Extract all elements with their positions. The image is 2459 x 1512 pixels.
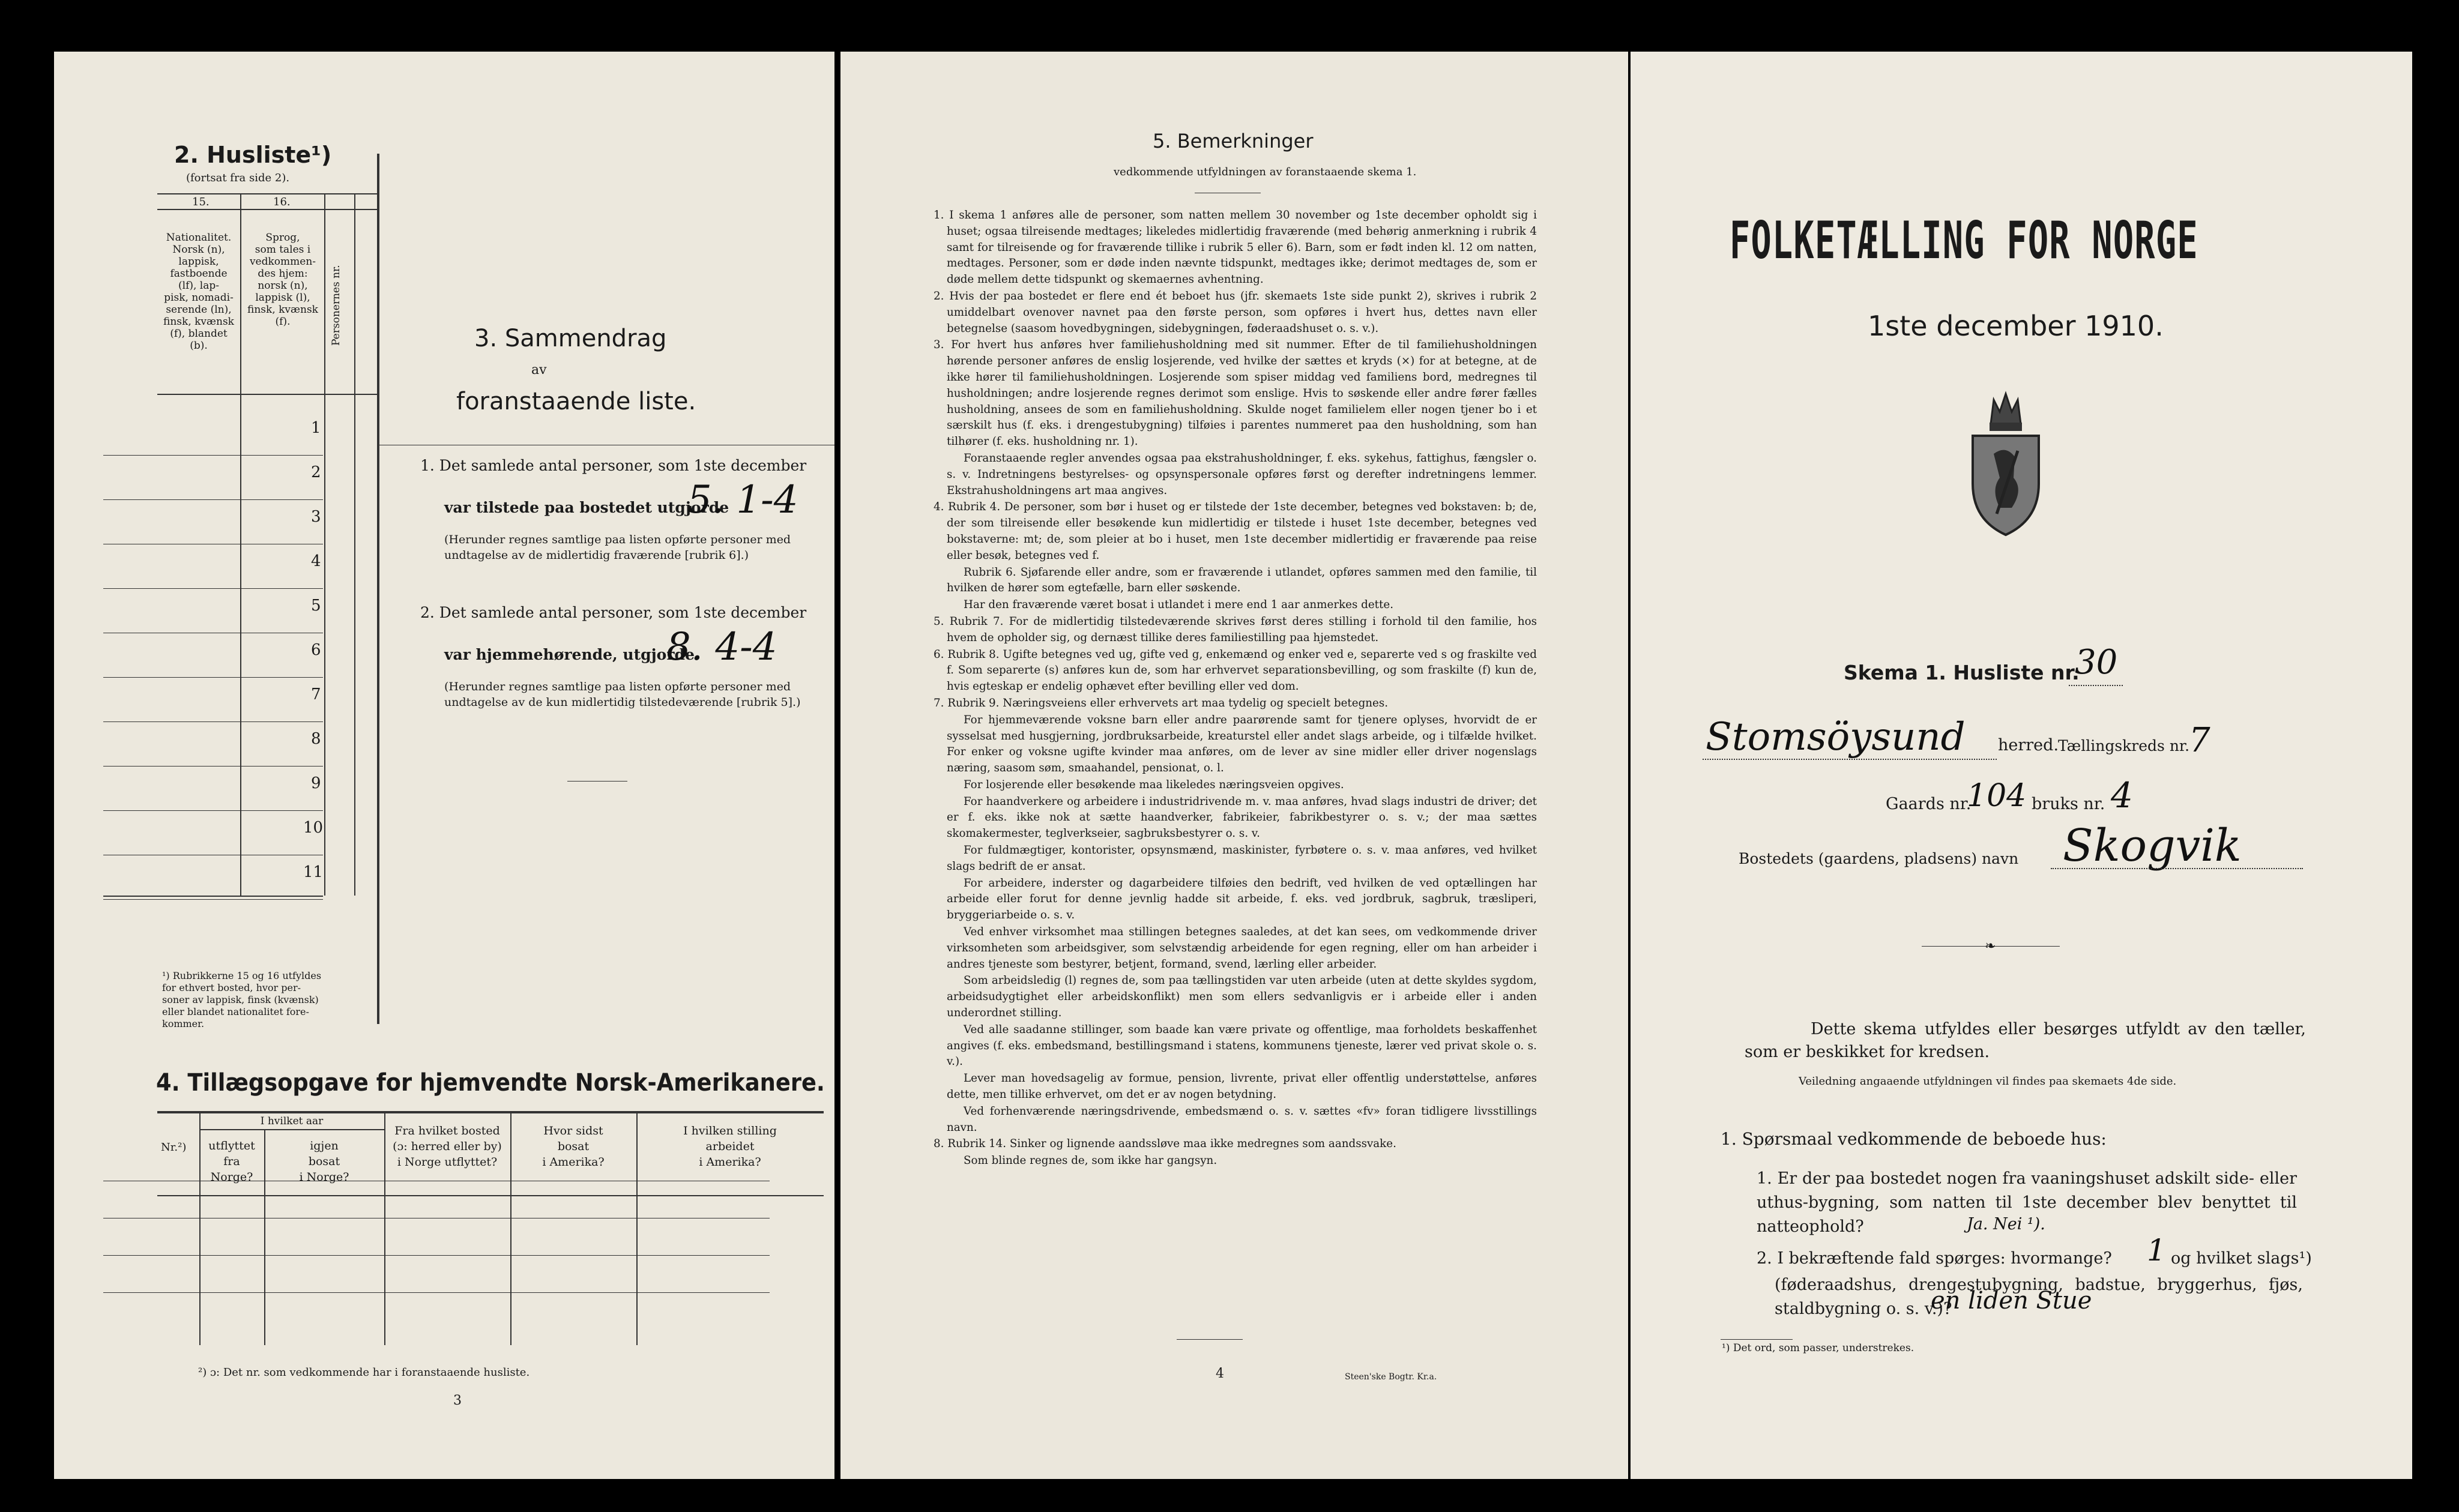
husliste-row-number: 3 — [311, 508, 321, 526]
remark-paragraph: 1. I skema 1 anføres alle de personer, som natten mellem 30 november og 1ste december opholdt sig i huset; ogsaa tilreisende medtages; likeledes midlertidig fraværende (med behørig anmerkning i rubrik 4 samt for tilreisende og for fraværende tillike i rubrik 5 eller 6). Barn, som er født inden kl. 12 om natten, medtages. Personer, som er døde inden nævnte tidspunkt, medtages ikke; derimot medtages de, som er døde mellem dette tidspunkt og skemaernes avhentning. — [934, 209, 1537, 286]
bosted-label: Bostedets (gaardens, pladsens) navn — [1739, 850, 2019, 867]
sec2-title: 2. Husliste¹) — [174, 142, 332, 168]
husliste-row-line — [103, 721, 323, 722]
herred-handwritten: Stomsöysund — [1706, 715, 1966, 759]
item1-line-a: 1. Det samlede antal personer, som 1ste december — [420, 457, 807, 474]
page-number-3: 3 — [453, 1393, 462, 1408]
remark-paragraph: Rubrik 6. Sjøfarende eller andre, som er fraværende i utlandet, opføres sammen med den familie, til hvilken de hører som egtefælle, barn eller søskende. — [947, 565, 1537, 595]
col15-header: Nationalitet. Norsk (n), lappisk, fastboende (lf), lap- pisk, nomadi- serende (ln), finsk, kvænsk (f), blandet (b). — [163, 232, 234, 352]
question-2-a: 2. I bekræftende fald spørges: hvormange? — [1757, 1249, 2112, 1268]
remark-paragraph: 4. Rubrik 4. De personer, som bør i huset og er tilstede der 1ste december, betegnes ved bokstaven: b; de, der som tilreisende eller besøkende kun midlertidig er tilstede i huset 1ste december, betegnes ved bokstaverne: mt; de, som pleier at bo i huset, men 1ste december midlertidig er fraværende paa reise eller besøk, betegnes ved f. — [934, 501, 1537, 562]
husliste-row-number: 11 — [303, 863, 324, 881]
question-1-answer: Ja. Nei ¹). — [1967, 1215, 2045, 1233]
remark-paragraph: Ved alle saadanne stillinger, som baade kan være private og offentlige, maa forholdets beskaffenhet angives (f. eks. embedsmand, bestillingsmand i statens, kommunens tjeneste, lærer ved privat skole o. s. v.). — [947, 1023, 1537, 1068]
husliste-row-number: 10 — [303, 819, 324, 837]
remark-paragraph: For haandverkere og arbeidere i industridrivende m. v. maa anføres, hvad slags industri de driver; det er f. eks. ikke nok at sætte haandverker, fabrikeier, fabrikbestyrer o. s. v.; der maa sættes skomakermester, teglverkseier, sagbruksbestyrer o. s. v. — [947, 795, 1537, 840]
census-date: 1ste december 1910. — [1868, 310, 2164, 342]
remark-paragraph: Ved enhver virksomhet maa stillingen betegnes saaledes, at det kan sees, om vedkommende driver virksomheten som arbeidsgiver, som selvstændig arbeidende for egen regning, eller om han arbeider i andres tjeneste som bestyrer, betjent, formand, svend, lærling eller arbeider. — [947, 926, 1537, 971]
husliste-row-line — [103, 588, 323, 589]
question-heading: 1. Spørsmaal vedkommende de beboede hus: — [1721, 1129, 2107, 1149]
husliste-row-line — [103, 499, 323, 500]
sec4-col-emigrated: utflyttet fra Norge? — [208, 1139, 255, 1184]
col15-number: 15. — [192, 196, 210, 208]
remarks-body — [934, 208, 1537, 1170]
remarks-subtitle: vedkommende utfyldningen av foranstaaende skema 1. — [1114, 166, 1417, 178]
gaards-handwritten: 104 — [1967, 778, 2027, 814]
remark-paragraph: 2. Hvis der paa bostedet er flere end ét beboet hus (jfr. skemaets 1ste side punkt 2), skrives i rubrik 2 umiddelbart ovenover navnet paa den første person, som opføres i hvert hus, dettes navn eller betegnelse (saasom hovedbygningen, sidebygningen, føderaadshuset o. s. v.). — [934, 289, 1537, 335]
intro-subtext: Veiledning angaaende utfyldningen vil findes paa skemaets 4de side. — [1799, 1075, 2177, 1088]
footnote-2: ²) ɔ: Det nr. som vedkommende har i foranstaaende husliste. — [198, 1366, 530, 1379]
item2-line-a: 2. Det samlede antal personer, som 1ste december — [420, 604, 807, 621]
husliste-row-line — [103, 455, 323, 456]
remark-paragraph: 3. For hvert hus anføres hver familiehusholdning med sit nummer. Efter de til familiehusholdningen hørende personer anføres de enslig losjerende, ved hvilke der sættes et kryds (×) for at betegne, at de ikke hører til familiehusholdningen. Losjerende som spiser middag ved familiens bord, medregnes til husholdningen; andre losjerende regnes derimot som enslige. Hvis to søskende eller andre fører fælles husholdning, ansees de som en familiehusholdning. Skulde noget familielem eller nogen tjener bo i et særskilt hus (f. eks. i drengestubygning) tilføies i parentes nummeret paa den husholdning, som han tilhører (f. eks. husholdning nr. 1). — [934, 339, 1537, 448]
item2-handwritten-value: 8. 4-4 — [666, 625, 777, 669]
husliste-number-handwritten: 30 — [2075, 643, 2118, 682]
remark-paragraph: 5. Rubrik 7. For de midlertidig tilstedeværende skrives først deres stilling i forhold til den familie, hos hvem de opholder sig, og dernæst tillike deres familiestilling paa hjemstedet. — [934, 615, 1537, 644]
sec3-title: 3. Sammendrag — [474, 325, 667, 352]
husliste-row-line — [103, 899, 323, 900]
remark-paragraph: For hjemmeværende voksne barn eller andre paarørende samt for tjenere oplyses, hvorvidt de er sysselsat med husgjerning, jordbruksarbeide, kreaturstel eller andet slags arbeide, og i tilfælde hvilket. For enker og voksne ugifte kvinder maa anføres, om de lever av sine midler eller driver nogenslags næring, saasom søm, smaahandel, pensionat, o. l. — [947, 713, 1537, 775]
census-title: FOLKETÆLLING FOR NORGE — [1730, 211, 2198, 271]
coat-of-arms-icon — [1967, 388, 2045, 538]
husliste-row-number: 1 — [311, 419, 321, 437]
husliste-row-line — [103, 810, 323, 811]
sec4-row-line — [103, 1255, 770, 1256]
kreds-handwritten: 7 — [2189, 721, 2210, 760]
question-2-c: (føderaadshus, drengestubygning, badstue, bryggerhus, fjøs, staldbygning o. s. v.)? — [1775, 1276, 2303, 1318]
page-number-4: 4 — [1216, 1366, 1224, 1381]
intro-text: Dette skema utfyldes eller besørges utfyldt av den tæller, som er beskikket for kredsen. — [1745, 1020, 2306, 1061]
item2-line-b: var hjemmehørende, utgjorde — [444, 646, 695, 663]
question-2-b: og hvilket slags¹) — [2171, 1249, 2312, 1268]
remark-paragraph: Ved forhenværende næringsdrivende, embedsmænd o. s. v. sættes «fv» foran tidligere livsstillings navn. — [947, 1104, 1537, 1134]
husliste-row-line — [103, 766, 323, 767]
ornament-icon: ❧ — [1985, 939, 1996, 954]
husliste-row-number: 7 — [311, 685, 321, 703]
remark-paragraph: For fuldmægtiger, kontorister, opsynsmænd, maskinister, fyrbøtere o. s. v. maa anføres, ved hvilket slags bedrift de er ansat. — [947, 844, 1537, 873]
question-2-kind-handwritten: en liden Stue — [1931, 1287, 2092, 1315]
printer-mark: Steen'ske Bogtr. Kr.a. — [1345, 1372, 1437, 1382]
sec4-col-from-place: Fra hvilket bosted (ɔ: herred eller by) i Norge utflyttet? — [393, 1124, 502, 1169]
kreds-label: Tællingskreds nr. — [2058, 737, 2190, 754]
sec3-subtitle: foranstaaende liste. — [456, 388, 696, 415]
page-right — [1631, 52, 2412, 1479]
husliste-row-number: 9 — [311, 774, 321, 792]
remark-paragraph: Har den fraværende været bosat i utlandet i mere end 1 aar anmerkes dette. — [964, 598, 1394, 612]
footnote-page3: ¹) Det ord, som passer, understrekes. — [1722, 1342, 1914, 1354]
footnote-1: ¹) Rubrikkerne 15 og 16 utfyldes for ethvert bosted, hvor per- soner av lappisk, finsk (kvænsk) eller blandet nationalitet fore- kommer. — [162, 970, 322, 1029]
herred-label: herred. — [1998, 736, 2059, 754]
remark-paragraph: Foranstaaende regler anvendes ogsaa paa ekstrahusholdninger, f. eks. sykehus, fattighus, fængsler o. s. v. Indretningens bestyrelses- og opsynspersonale opføres først og derefter indretningens lemmer. Ekstrahusholdningens art maa angives. — [947, 451, 1537, 497]
remark-paragraph: 7. Rubrik 9. Næringsveiens eller erhvervets art maa tydelig og specielt betegnes. — [934, 696, 1389, 709]
item1-line-b: var tilstede paa bostedet utgjorde — [444, 499, 729, 516]
sec4-col-position: I hvilken stilling arbeidet i Amerika? — [683, 1124, 777, 1169]
remarks-title: 5. Bemerkninger — [1153, 130, 1314, 152]
question-2-count-handwritten: 1 — [2147, 1233, 2166, 1268]
remark-paragraph: 6. Rubrik 8. Ugifte betegnes ved ug, gifte ved g, enkemænd og enker ved e, separerte ved s og fraskilte ved f. Som separerte (s) anføres kun de, som har erhvervet separationsbevilling, og som fraskilte (f) kun de, hvis egteskap er endelig ophævet efter bevilling eller ved dom. — [934, 648, 1537, 693]
husliste-row-number: 5 — [311, 597, 321, 615]
item2-note: (Herunder regnes samtlige paa listen opførte personer med undtagelse av de kun midlertidig tilstedeværende [rubrik 5].) — [444, 680, 801, 709]
sec4-row-line — [103, 1292, 770, 1293]
husliste-row-number: 2 — [311, 463, 321, 481]
item1-handwritten-value: 5. 1-4 — [687, 478, 798, 522]
sec4-title: 4. Tillægsopgave for hjemvendte Norsk-Amerikanere. — [156, 1069, 825, 1097]
bruks-handwritten: 4 — [2111, 775, 2133, 816]
remark-paragraph: For arbeidere, inderster og dagarbeidere tilføies den bedrift, ved hvilken de ved optællingen har arbeide eller forut for denne jevnlig hadde sit arbeide, f. eks. ved jordbruk, sagbruk, træsliperi, bryggeriarbeide o. s. v. — [947, 876, 1537, 922]
remark-paragraph: For losjerende eller besøkende maa likeledes næringsveien opgives. — [964, 778, 1344, 791]
husliste-row-line — [103, 677, 323, 678]
sec4-col-nr: Nr.²) — [161, 1141, 187, 1154]
page-left — [54, 52, 834, 1479]
bruks-label: bruks nr. — [2032, 795, 2105, 813]
remark-paragraph: Lever man hovedsagelig av formue, pension, livrente, privat eller offentlig understøttelse, anføres dette, men tillike erhvervet, om det er av nogen betydning. — [947, 1072, 1537, 1101]
husliste-bottom-line — [103, 896, 323, 897]
col16-header: Sprog, som tales i vedkommen- des hjem: norsk (n), lappisk (l), finsk, kvænsk (f). — [247, 232, 318, 328]
remark-paragraph: Som blinde regnes de, som ikke har gangsyn. — [964, 1154, 1217, 1167]
item1-note: (Herunder regnes samtlige paa listen opførte personer med undtagelse av de midlertidig fraværende [rubrik 6].) — [444, 533, 791, 562]
bosted-handwritten: Skogvik — [2063, 820, 2242, 872]
gaards-label: Gaards nr. — [1886, 795, 1972, 813]
sec2-subtitle: (fortsat fra side 2). — [186, 172, 290, 184]
sec4-col-returned: igjen bosat i Norge? — [299, 1139, 349, 1184]
question-1: 1. Er der paa bostedet nogen fra vaaningshuset adskilt side- eller uthus-bygning, som natten til 1ste december blev benyttet til natteophold? — [1757, 1169, 2297, 1236]
persons-number-header: Personernes nr. — [330, 265, 342, 346]
sec4-col-last-place: Hvor sidst bosat i Amerika? — [542, 1124, 605, 1169]
husliste-row-number: 6 — [311, 641, 321, 659]
col16-number: 16. — [273, 196, 291, 208]
remark-paragraph: Som arbeidsledig (l) regnes de, som paa tællingstiden var uten arbeide (uten at dette skyldes sygdom, arbeidsudygtighet eller arbeidskonflikt) men som ellers sedvanligvis er i arbeide eller i anden underordnet stilling. — [947, 974, 1537, 1020]
sec4-col-year: I hvilket aar — [260, 1115, 324, 1127]
sec3-av: av — [531, 363, 547, 378]
husliste-row-number: 8 — [311, 730, 321, 748]
remark-paragraph: 8. Rubrik 14. Sinker og lignende aandssløve maa ikke medregnes som aandssvake. — [934, 1137, 1396, 1151]
skema-label: Skema 1. Husliste nr. — [1844, 661, 2080, 684]
husliste-row-number: 4 — [311, 552, 321, 570]
page-middle — [840, 52, 1628, 1479]
